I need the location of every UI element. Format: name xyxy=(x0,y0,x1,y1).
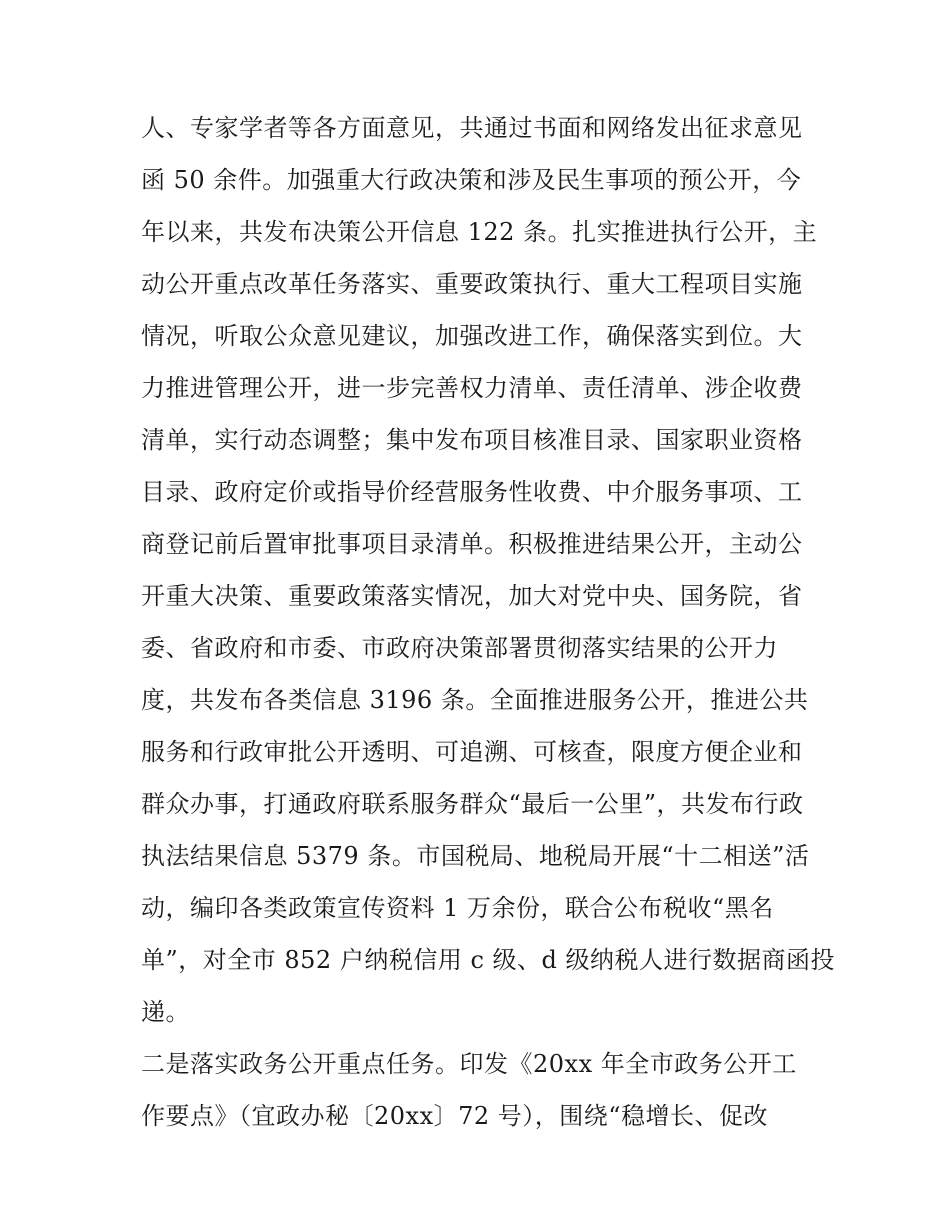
text-line: 度，共发布各类信息 3196 条。全面推进服务公开，推进公共 xyxy=(141,686,809,714)
text-line: 单”，对全市 852 户纳税信用 c 级、d 级纳税人进行数据商函投 xyxy=(141,946,836,974)
text-line: 群众办事，打通政府联系服务群众“最后一公里”，共发布行政 xyxy=(141,790,804,818)
text-line: 递。 xyxy=(141,998,190,1026)
text-line: 人、专家学者等各方面意见，共通过书面和网络发出征求意见 xyxy=(141,114,803,142)
text-line: 年以来，共发布决策公开信息 122 条。扎实推进执行公开，主 xyxy=(141,218,818,246)
text-line: 开重大决策、重要政策落实情况，加大对党中央、国务院，省 xyxy=(141,582,803,610)
text-line: 动公开重点改革任务落实、重要政策执行、重大工程项目实施 xyxy=(141,270,803,298)
text-line: 目录、政府定价或指导价经营服务性收费、中介服务事项、工 xyxy=(141,478,803,506)
text-line: 作要点》（宜政办秘〔20xx〕72 号），围绕“稳增长、促改 xyxy=(141,1102,769,1130)
text-line: 服务和行政审批公开透明、可追溯、可核查，限度方便企业和 xyxy=(141,738,803,766)
text-line: 函 50 余件。加强重大行政决策和涉及民生事项的预公开，今 xyxy=(141,166,802,194)
text-line: 动，编印各类政策宣传资料 1 万余份，联合公布税收“黑名 xyxy=(141,894,774,922)
text-line: 情况，听取公众意见建议，加强改进工作，确保落实到位。大 xyxy=(141,322,803,350)
text-line: 清单，实行动态调整；集中发布项目核准目录、国家职业资格 xyxy=(141,426,803,454)
text-line: 委、省政府和市委、市政府决策部署贯彻落实结果的公开力 xyxy=(141,634,778,662)
text-line: 执法结果信息 5379 条。市国税局、地税局开展“十二相送”活 xyxy=(141,842,810,870)
text-line: 力推进管理公开，进一步完善权力清单、责任清单、涉企收费 xyxy=(141,374,803,402)
text-line: 商登记前后置审批事项目录清单。积极推进结果公开，主动公 xyxy=(141,530,803,558)
text-line: 二是落实政务公开重点任务。印发《20xx 年全市政务公开工 xyxy=(141,1050,797,1078)
